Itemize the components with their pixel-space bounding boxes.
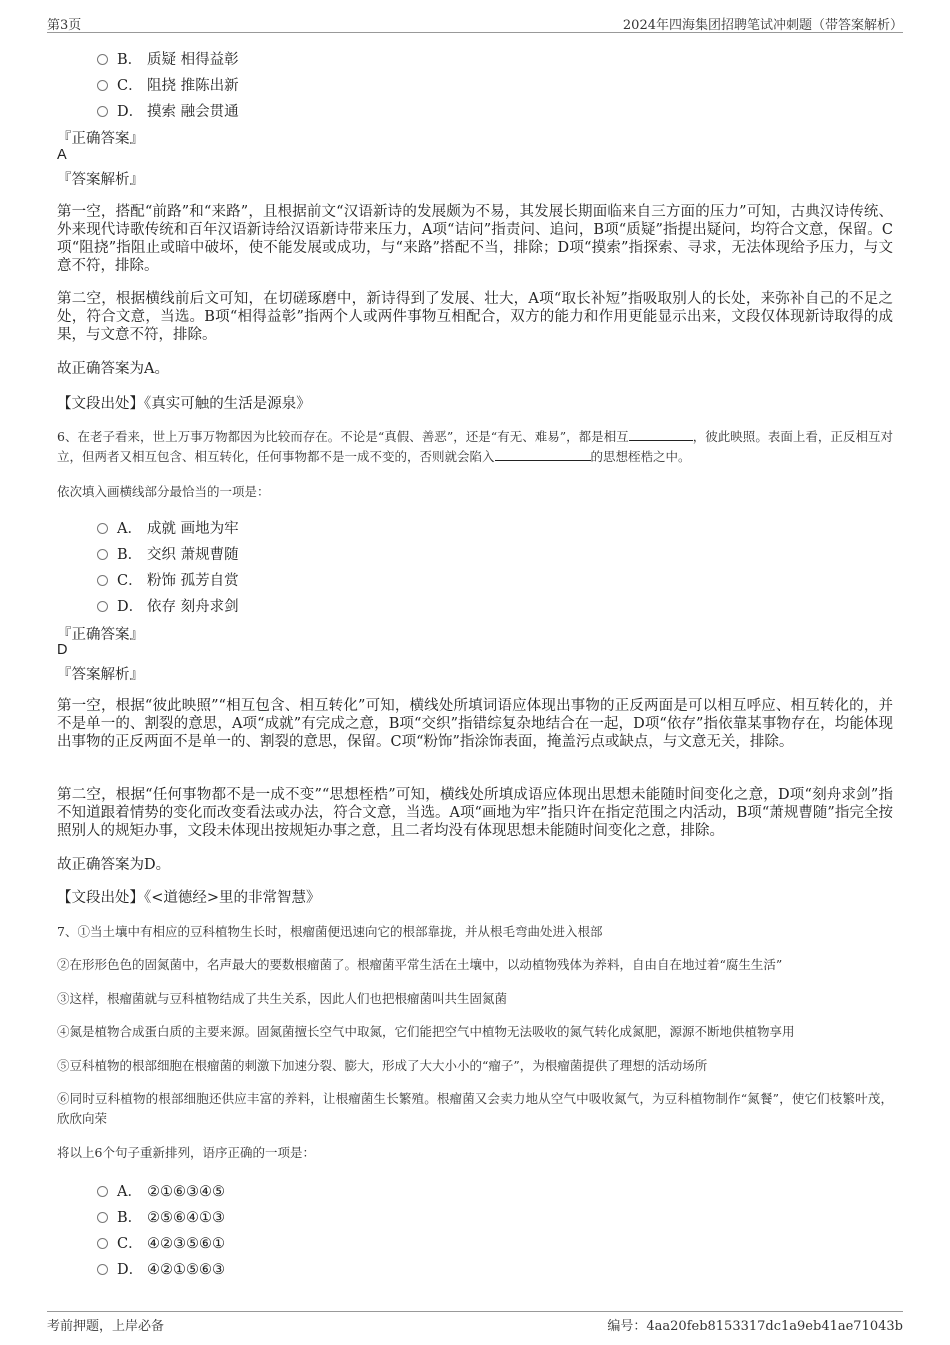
q5-answer: A bbox=[57, 147, 67, 163]
q5-option-d[interactable]: D． 摸索 融会贯通 bbox=[97, 100, 239, 121]
q6-option-a[interactable]: A． 成就 画地为牢 bbox=[97, 517, 239, 538]
q6-analysis-para1: 第一空，根据“彼此映照”“相互包含、相互转化”可知，横线处所填词语应体现出事物的正反两面是可以相互呼应、相互转化的，并不是单一的、割裂的意思，A项“成就”有完成之意，B项“交织”指错综复杂地结合在一起，D项“依存”指依靠某事物存在，均能体现出事物的正反两面不是单一的、割裂的意思，保留。C项“粉饰”指涂饰表面，掩盖污点或缺点，与文意无关，排除。 bbox=[57, 698, 893, 750]
radio-icon[interactable] bbox=[97, 601, 108, 612]
q7-prompt: 将以上6个句子重新排列，语序正确的一项是： bbox=[57, 1145, 315, 1160]
page-number: 第3页 bbox=[47, 18, 82, 33]
radio-icon[interactable] bbox=[97, 54, 108, 65]
q5-analysis-para1: 第一空，搭配“前路”和“来路”，且根据前文“汉语新诗的发展颇为不易，其发展长期面临来自三方面的压力”可知，古典汉诗传统、外来现代诗歌传统和百年汉语新诗给汉语新诗带来压力，A项“诘问”指责问、追问，B项“质疑”指提出疑问，均符合文意，保留。C项“阻挠”指阻止或暗中破坏，使不能发展或成功，与“来路”搭配不当，排除；D项“摸索”指探索、寻求，无法体现给予压力，与文意不符，排除。 bbox=[57, 204, 893, 274]
q7-sentence-5: ⑤豆科植物的根部细胞在根瘤菌的刺激下加速分裂、膨大，形成了大大小小的“瘤子”，为根瘤菌提供了理想的活动场所 bbox=[57, 1058, 708, 1073]
radio-icon[interactable] bbox=[97, 1238, 108, 1249]
q5-correct-label: 『正确答案』 bbox=[57, 131, 144, 147]
radio-icon[interactable] bbox=[97, 106, 108, 117]
q6-source: 【文段出处】《<道德经>里的非常智慧》 bbox=[57, 890, 321, 906]
q5-analysis-para2: 第二空，根据横线前后文可知，在切磋琢磨中，新诗得到了发展、壮大，A项“取长补短”指吸取别人的长处，来弥补自己的不足之处，符合文意，当选。B项“相得益彰”指两个人或两件事物互相配合，双方的能力和作用更能显示出来，文段仅体现新诗取得的成果，与文意不符，排除。 bbox=[57, 291, 893, 343]
q7-sentence-3: ③这样，根瘤菌就与豆科植物结成了共生关系，因此人们也把根瘤菌叫共生固氮菌 bbox=[57, 991, 508, 1006]
footer-slogan: 考前押题，上岸必备 bbox=[47, 1319, 165, 1334]
q6-option-b[interactable]: B． 交织 萧规曹随 bbox=[97, 543, 239, 564]
q5-source: 【文段出处】《真实可触的生活是源泉》 bbox=[57, 396, 311, 412]
blank-1 bbox=[629, 428, 693, 441]
q7-option-c[interactable]: C． ④②③⑤⑥① bbox=[97, 1232, 225, 1253]
page-footer bbox=[47, 1311, 903, 1334]
page-header bbox=[47, 12, 903, 33]
radio-icon[interactable] bbox=[97, 1264, 108, 1275]
q6-option-d[interactable]: D． 依存 刻舟求剑 bbox=[97, 595, 239, 616]
radio-icon[interactable] bbox=[97, 523, 108, 534]
radio-icon[interactable] bbox=[97, 1212, 108, 1223]
q5-analysis-label: 『答案解析』 bbox=[57, 172, 144, 188]
q7-sentence-2: ②在形形色色的固氮菌中，名声最大的要数根瘤菌了。根瘤菌平常生活在土壤中，以动植物残体为养料，自由自在地过着“腐生生活” bbox=[57, 957, 783, 972]
q7-sentence-4: ④氮是植物合成蛋白质的主要来源。固氮菌擅长空气中取氮，它们能把空气中植物无法吸收的氮气转化成氮肥，源源不断地供植物享用 bbox=[57, 1024, 795, 1039]
q6-option-c[interactable]: C． 粉饰 孤芳自赏 bbox=[97, 569, 239, 590]
q7-option-a[interactable]: A． ②①⑥③④⑤ bbox=[97, 1180, 225, 1201]
radio-icon[interactable] bbox=[97, 80, 108, 91]
q5-option-b[interactable]: B． 质疑 相得益彰 bbox=[97, 48, 239, 69]
q5-option-c[interactable]: C． 阻挠 推陈出新 bbox=[97, 74, 239, 95]
radio-icon[interactable] bbox=[97, 1186, 108, 1197]
q7-option-b[interactable]: B． ②⑤⑥④①③ bbox=[97, 1206, 225, 1227]
q6-prompt: 依次填入画横线部分最恰当的一项是： bbox=[57, 484, 270, 499]
q6-answer: D bbox=[57, 642, 68, 658]
blank-2 bbox=[495, 448, 591, 461]
document-id: 编号：4aa20feb8153317dc1a9eb41ae71043b bbox=[607, 1319, 903, 1334]
q6-stem: 6、在老子看来，世上万事万物都因为比较而存在。不论是“真假、善恶”，还是“有无、难易”，都是相互 ，彼此映照。表面上看，正反相互对立，但两者又相互包含、相互转化，任何事物都不是一成不变的，否则就会陷入 的思想桎梏之中。 bbox=[57, 429, 893, 464]
q7-sentence-6: ⑥同时豆科植物的根部细胞还供应丰富的养料，让根瘤菌生长繁殖。根瘤菌又会卖力地从空气中吸收氮气，为豆科植物制作“氮餐”，使它们枝繁叶茂，欣欣向荣 bbox=[57, 1091, 893, 1126]
q7-sentence-1: 7、①当土壤中有相应的豆科植物生长时，根瘤菌便迅速向它的根部靠拢，并从根毛弯曲处进入根部 bbox=[57, 924, 603, 939]
q6-correct-label: 『正确答案』 bbox=[57, 627, 144, 643]
radio-icon[interactable] bbox=[97, 549, 108, 560]
q6-conclusion: 故正确答案为D。 bbox=[57, 857, 171, 873]
q6-analysis-label: 『答案解析』 bbox=[57, 667, 144, 683]
q6-analysis-para2: 第二空，根据“任何事物都不是一成不变”“思想桎梏”可知，横线处所填成语应体现出思想未能随时间变化之意，D项“刻舟求剑”指不知道跟着情势的变化而改变看法或办法，符合文意，当选。A项“画地为牢”指只许在指定范围之内活动，B项“萧规曹随”指完全按照别人的规矩办事，文段未体现出按规矩办事之意，且二者均没有体现思想未能随时间变化之意，排除。 bbox=[57, 787, 893, 839]
q7-option-d[interactable]: D． ④②①⑤⑥③ bbox=[97, 1258, 225, 1279]
radio-icon[interactable] bbox=[97, 575, 108, 586]
document-title: 2024年四海集团招聘笔试冲刺题（带答案解析） bbox=[622, 18, 903, 33]
q5-conclusion: 故正确答案为A。 bbox=[57, 361, 169, 377]
